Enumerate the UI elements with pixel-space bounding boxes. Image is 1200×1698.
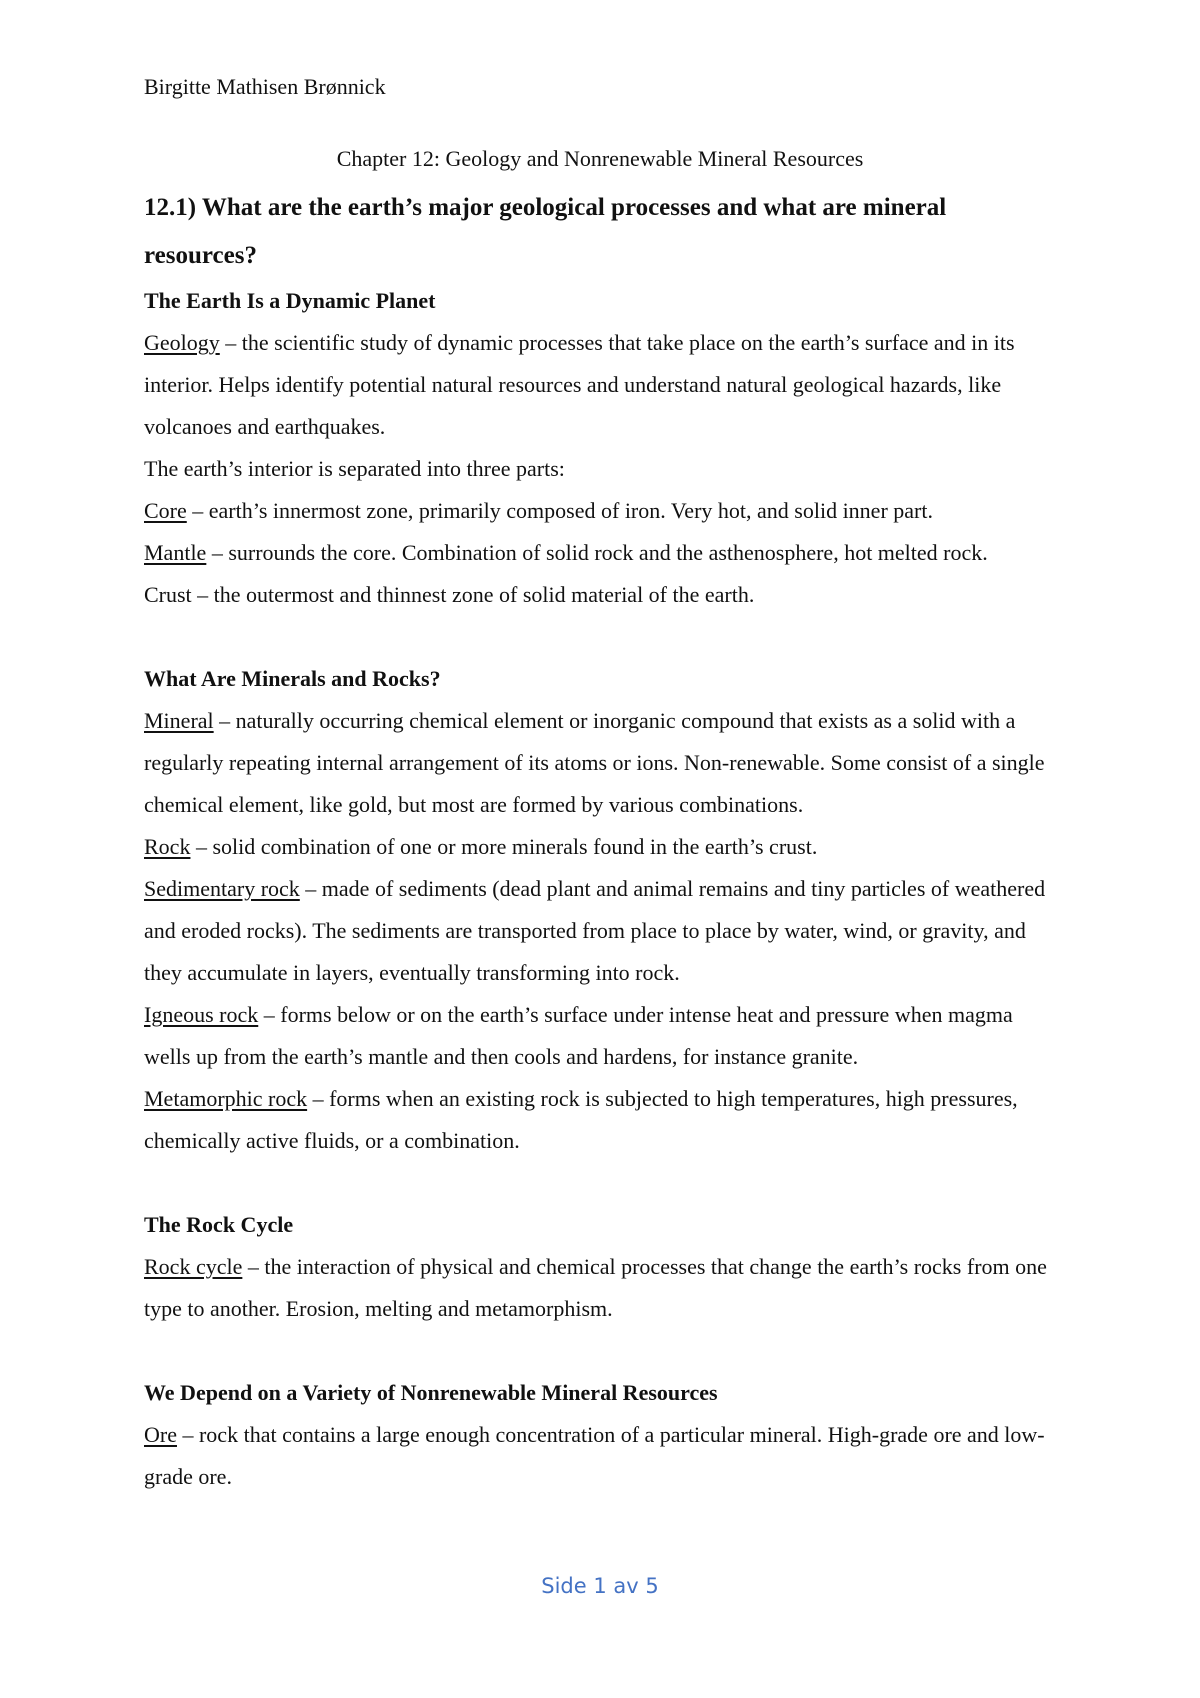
paragraph-sedimentary-rock <box>144 868 1064 994</box>
definition-geology: – the scientific study of dynamic processes that take place on the earth’s surface and in its interior. Helps identify potential natural resources and understand natural geological hazards, like volcanoes and earthquakes. <box>144 330 1015 439</box>
definition-ore: – rock that contains a large enough concentration of a particular mineral. High-grade ore and low-grade ore. <box>144 1422 1045 1489</box>
page-number: Side 1 av 5 <box>541 1574 659 1598</box>
term-sedimentary-rock: Sedimentary rock <box>144 876 300 901</box>
definition-rock-cycle: – the interaction of physical and chemical processes that change the earth’s rocks from one type to another. Erosion, melting and metamorphism. <box>144 1254 1047 1321</box>
heading-rock-cycle: The Rock Cycle <box>144 1212 294 1237</box>
author-name: Birgitte Mathisen Brønnick <box>144 74 386 99</box>
heading-mineral-resources: We Depend on a Variety of Nonrenewable Mineral Resources <box>144 1380 718 1405</box>
paragraph-rock <box>144 826 1064 868</box>
paragraph-interior-intro: The earth’s interior is separated into three parts: <box>144 456 565 481</box>
term-ore: Ore <box>144 1422 177 1447</box>
definition-rock: – solid combination of one or more minerals found in the earth’s crust. <box>190 834 818 859</box>
paragraph-igneous-rock <box>144 994 1064 1078</box>
term-igneous-rock: Igneous rock <box>144 1002 259 1027</box>
paragraph-rock-cycle <box>144 1246 1064 1330</box>
definition-metamorphic-rock: – forms when an existing rock is subjected to high temperatures, high pressures, chemically active fluids, or a combination. <box>144 1086 1018 1153</box>
heading-dynamic-planet: The Earth Is a Dynamic Planet <box>144 288 436 313</box>
heading-minerals-rocks: What Are Minerals and Rocks? <box>144 666 441 691</box>
definition-mineral: – naturally occurring chemical element or inorganic compound that exists as a solid with a regularly repeating internal arrangement of its atoms or ions. Non-renewable. Some consist of a single chemical element, like gold, but most are formed by various combinations. <box>144 708 1045 817</box>
paragraph-mantle <box>144 532 1064 574</box>
term-rock-cycle: Rock cycle <box>144 1254 243 1279</box>
term-mineral: Mineral <box>144 708 214 733</box>
chapter-title: Chapter 12: Geology and Nonrenewable Mineral Resources <box>336 146 864 171</box>
term-geology: Geology <box>144 330 220 355</box>
term-core: Core <box>144 498 187 523</box>
paragraph-metamorphic-rock <box>144 1078 1064 1162</box>
blank-line <box>144 1162 1064 1204</box>
document-body <box>144 184 1064 1498</box>
definition-core: – earth’s innermost zone, primarily composed of iron. Very hot, and solid inner part. <box>186 498 933 523</box>
paragraph-core <box>144 490 1064 532</box>
blank-line <box>144 616 1064 658</box>
section-heading: 12.1) What are the earth’s major geological processes and what are mineral resources? <box>144 194 947 269</box>
paragraph-crust: Crust – the outermost and thinnest zone of solid material of the earth. <box>144 582 755 607</box>
paragraph-ore <box>144 1414 1064 1498</box>
definition-mantle: – surrounds the core. Combination of solid rock and the asthenosphere, hot melted rock. <box>206 540 988 565</box>
definition-igneous-rock: – forms below or on the earth’s surface under intense heat and pressure when magma wells up from the earth’s mantle and then cools and hardens, for instance granite. <box>144 1002 1013 1069</box>
blank-line <box>144 1330 1064 1372</box>
term-mantle: Mantle <box>144 540 207 565</box>
term-rock: Rock <box>144 834 191 859</box>
definition-sedimentary-rock: – made of sediments (dead plant and animal remains and tiny particles of weathered and eroded rocks). The sediments are transported from place to place by water, wind, or gravity, and they accumulate in layers, eventually transforming into rock. <box>144 876 1046 985</box>
term-metamorphic-rock: Metamorphic rock <box>144 1086 308 1111</box>
paragraph-geology <box>144 322 1064 448</box>
paragraph-mineral <box>144 700 1064 826</box>
